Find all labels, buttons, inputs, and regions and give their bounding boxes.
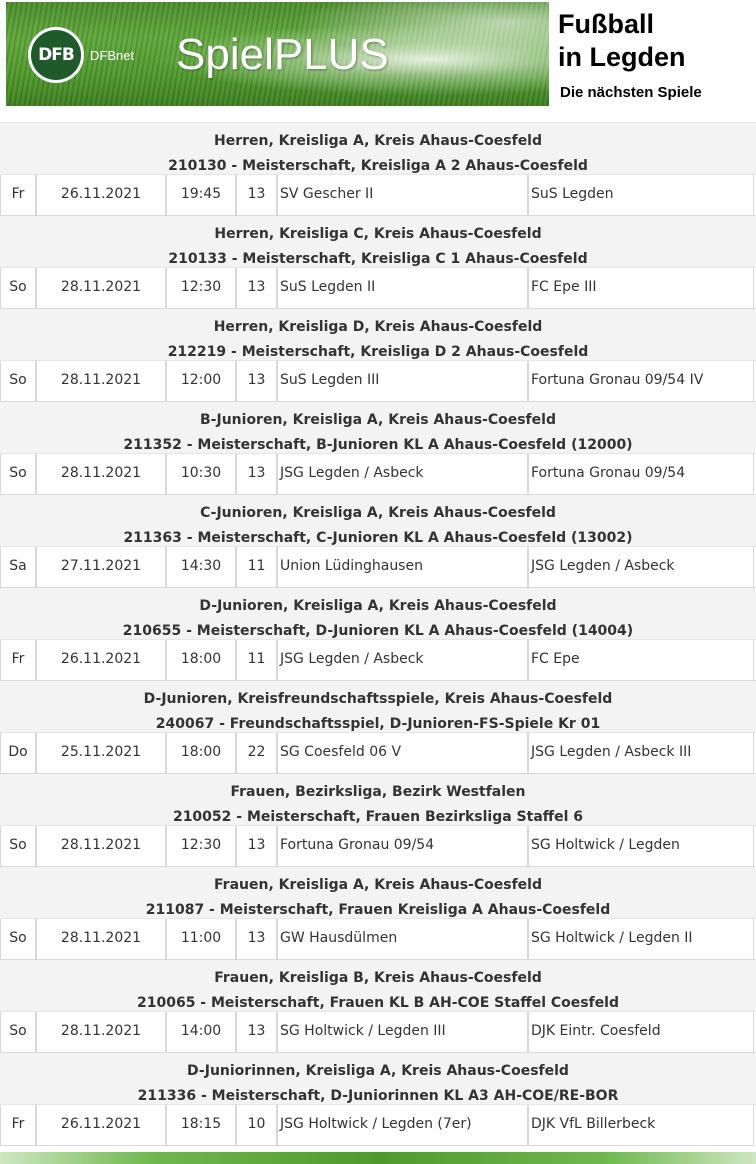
match-row[interactable]: [0, 453, 756, 494]
competition-title[interactable]: 211087 - Meisterschaft, Frauen Kreisliga A Ahaus-Coesfeld: [145, 902, 611, 918]
competition-title[interactable]: 210052 - Meisterschaft, Frauen Bezirksliga Staffel 6: [172, 809, 584, 825]
league-title: D-Junioren, Kreisliga A, Kreis Ahaus-Coesfeld: [199, 598, 557, 614]
match-time: 18:00: [166, 640, 236, 681]
home-team[interactable]: JSG Legden / Asbeck: [277, 454, 528, 495]
match-date: 28.11.2021: [36, 826, 166, 867]
match-day: Fr: [0, 175, 36, 216]
group-header: [0, 680, 756, 732]
match-time: 10:30: [166, 454, 236, 495]
home-team[interactable]: GW Hausdülmen: [277, 919, 528, 960]
match-date: 26.11.2021: [36, 1105, 166, 1146]
match-time: 11:00: [166, 919, 236, 960]
competition-title[interactable]: 210130 - Meisterschaft, Kreisliga A 2 Ahaus-Coesfeld: [168, 158, 588, 174]
group-header: [0, 494, 756, 546]
match-date: 28.11.2021: [36, 454, 166, 495]
match-day: So: [0, 268, 36, 309]
away-team[interactable]: DJK VfL Billerbeck: [528, 1105, 754, 1146]
group-header: [0, 401, 756, 453]
match-date: 28.11.2021: [36, 919, 166, 960]
match-day: So: [0, 826, 36, 867]
away-team[interactable]: Fortuna Gronau 09/54: [528, 454, 754, 495]
group-header: [0, 959, 756, 1011]
match-day: So: [0, 1012, 36, 1053]
product-logo: SpielPLUS: [176, 30, 389, 79]
dfb-logo-mark: DFB: [38, 45, 74, 65]
group-header: [0, 866, 756, 918]
competition-title[interactable]: 210065 - Meisterschaft, Frauen KL B AH-COE Staffel Coesfeld: [136, 995, 620, 1011]
away-team[interactable]: Fortuna Gronau 09/54 IV: [528, 361, 754, 402]
competition-title[interactable]: 210133 - Meisterschaft, Kreisliga C 1 Ahaus-Coesfeld: [168, 251, 588, 267]
match-day: Sa: [0, 547, 36, 588]
matchday-number: 13: [236, 361, 277, 402]
group-header: [0, 308, 756, 360]
match-time: 12:00: [166, 361, 236, 402]
home-team[interactable]: Union Lüdinghausen: [277, 547, 528, 588]
match-day: Fr: [0, 640, 36, 681]
match-row[interactable]: [0, 174, 756, 215]
league-title: B-Junioren, Kreisliga A, Kreis Ahaus-Coesfeld: [200, 412, 556, 428]
league-title: C-Junioren, Kreisliga A, Kreis Ahaus-Coesfeld: [200, 505, 556, 521]
match-day: So: [0, 919, 36, 960]
dfb-logo-icon: [28, 27, 84, 83]
away-team[interactable]: SG Holtwick / Legden II: [528, 919, 754, 960]
matchday-number: 13: [236, 268, 277, 309]
home-team[interactable]: Fortuna Gronau 09/54: [277, 826, 528, 867]
match-row[interactable]: [0, 639, 756, 680]
match-time: 19:45: [166, 175, 236, 216]
competition-title[interactable]: 210655 - Meisterschaft, D-Junioren KL A Ahaus-Coesfeld (14004): [122, 623, 634, 639]
page-title-line1: Fußball: [558, 9, 654, 39]
match-time: 14:30: [166, 547, 236, 588]
page-subtitle: Die nächsten Spiele: [560, 84, 702, 101]
away-team[interactable]: JSG Legden / Asbeck III: [528, 733, 754, 774]
away-team[interactable]: SuS Legden: [528, 175, 754, 216]
match-date: 28.11.2021: [36, 361, 166, 402]
matchday-number: 11: [236, 547, 277, 588]
spielplus-banner[interactable]: [6, 2, 549, 106]
league-title: D-Junioren, Kreisfreundschaftsspiele, Kreis Ahaus-Coesfeld: [143, 691, 613, 707]
away-team[interactable]: JSG Legden / Asbeck: [528, 547, 754, 588]
match-row[interactable]: [0, 267, 756, 308]
match-time: 12:30: [166, 826, 236, 867]
group-header: [0, 122, 756, 174]
page-title-line2: in Legden: [558, 42, 686, 72]
league-title: Frauen, Bezirksliga, Bezirk Westfalen: [230, 784, 526, 800]
home-team[interactable]: JSG Legden / Asbeck: [277, 640, 528, 681]
footer-bar: [0, 1152, 756, 1164]
match-date: 28.11.2021: [36, 268, 166, 309]
away-team[interactable]: DJK Eintr. Coesfeld: [528, 1012, 754, 1053]
group-header: [0, 215, 756, 267]
home-team[interactable]: SG Holtwick / Legden III: [277, 1012, 528, 1053]
matchday-number: 13: [236, 175, 277, 216]
league-title: Frauen, Kreisliga A, Kreis Ahaus-Coesfeld: [214, 877, 542, 893]
match-time: 12:30: [166, 268, 236, 309]
league-title: D-Juniorinnen, Kreisliga A, Kreis Ahaus-Coesfeld: [187, 1063, 569, 1079]
page-title: [558, 8, 754, 74]
match-day: Do: [0, 733, 36, 774]
match-row[interactable]: [0, 360, 756, 401]
match-list: [0, 122, 756, 1145]
group-header: [0, 1052, 756, 1104]
home-team[interactable]: SuS Legden III: [277, 361, 528, 402]
league-title: Frauen, Kreisliga B, Kreis Ahaus-Coesfeld: [214, 970, 542, 986]
matchday-number: 13: [236, 919, 277, 960]
league-title: Herren, Kreisliga D, Kreis Ahaus-Coesfeld: [213, 319, 543, 335]
match-day: So: [0, 361, 36, 402]
matchday-number: 13: [236, 454, 277, 495]
match-time: 18:00: [166, 733, 236, 774]
match-day: Fr: [0, 1105, 36, 1146]
competition-title[interactable]: 211352 - Meisterschaft, B-Junioren KL A Ahaus-Coesfeld (12000): [123, 437, 633, 453]
match-row[interactable]: [0, 918, 756, 959]
away-team[interactable]: SG Holtwick / Legden: [528, 826, 754, 867]
matchday-number: 10: [236, 1105, 277, 1146]
match-time: 18:15: [166, 1105, 236, 1146]
competition-title[interactable]: 240067 - Freundschaftsspiel, D-Junioren-FS-Spiele Kr 01: [155, 716, 601, 732]
home-team[interactable]: SG Coesfeld 06 V: [277, 733, 528, 774]
away-team[interactable]: FC Epe: [528, 640, 754, 681]
match-date: 28.11.2021: [36, 1012, 166, 1053]
match-row[interactable]: [0, 825, 756, 866]
competition-title[interactable]: 211363 - Meisterschaft, C-Junioren KL A Ahaus-Coesfeld (13002): [123, 530, 633, 546]
match-date: 26.11.2021: [36, 640, 166, 681]
match-row[interactable]: [0, 1011, 756, 1052]
home-team[interactable]: SV Gescher II: [277, 175, 528, 216]
league-title: Herren, Kreisliga C, Kreis Ahaus-Coesfeld: [214, 226, 542, 242]
match-row[interactable]: [0, 732, 756, 773]
match-date: 26.11.2021: [36, 175, 166, 216]
match-row[interactable]: [0, 546, 756, 587]
home-team[interactable]: SuS Legden II: [277, 268, 528, 309]
home-team[interactable]: JSG Holtwick / Legden (7er): [277, 1105, 528, 1146]
matchday-number: 22: [236, 733, 277, 774]
matchday-number: 13: [236, 826, 277, 867]
matchday-number: 13: [236, 1012, 277, 1053]
competition-title[interactable]: 212219 - Meisterschaft, Kreisliga D 2 Ahaus-Coesfeld: [167, 344, 589, 360]
match-day: So: [0, 454, 36, 495]
page-header: [0, 0, 756, 112]
match-date: 27.11.2021: [36, 547, 166, 588]
group-header: [0, 773, 756, 825]
group-header: [0, 587, 756, 639]
away-team[interactable]: FC Epe III: [528, 268, 754, 309]
match-time: 14:00: [166, 1012, 236, 1053]
match-row[interactable]: [0, 1104, 756, 1145]
match-date: 25.11.2021: [36, 733, 166, 774]
league-title: Herren, Kreisliga A, Kreis Ahaus-Coesfeld: [213, 133, 543, 149]
competition-title[interactable]: 211336 - Meisterschaft, D-Juniorinnen KL A3 AH-COE/RE-BOR: [137, 1088, 619, 1104]
brand-label: DFBnet: [90, 48, 135, 63]
matchday-number: 11: [236, 640, 277, 681]
